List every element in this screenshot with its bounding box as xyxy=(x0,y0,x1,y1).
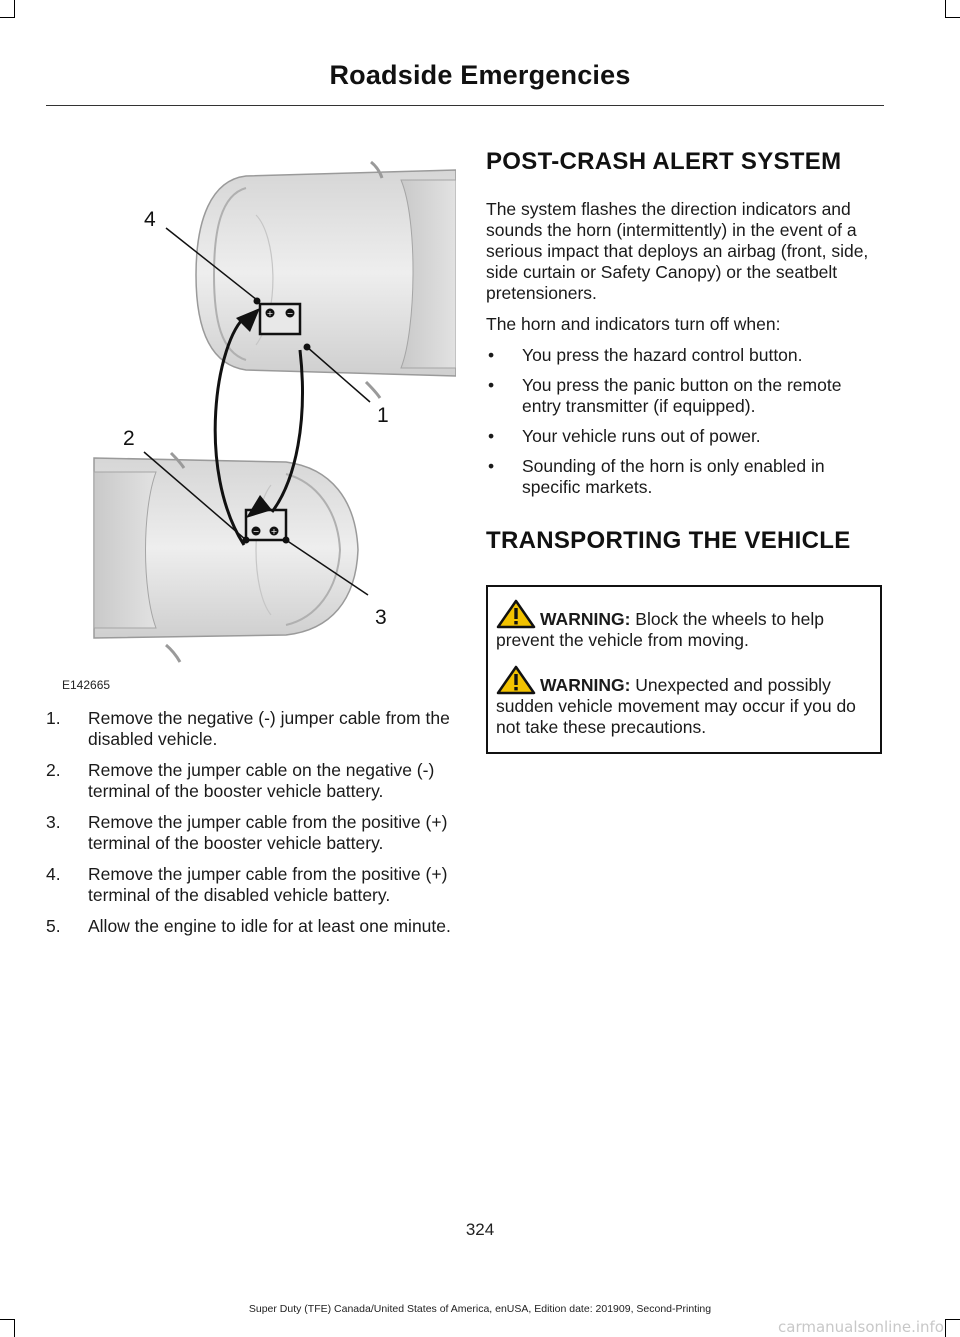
section-heading-post-crash: POST-CRASH ALERT SYSTEM xyxy=(486,148,842,175)
step-text: Allow the engine to idle for at least one minute. xyxy=(88,916,451,936)
step-number: 3. xyxy=(46,812,61,832)
step-text: Remove the jumper cable on the negative (-) terminal of the booster vehicle battery. xyxy=(88,760,435,801)
section-heading-transporting: TRANSPORTING THE VEHICLE xyxy=(486,527,851,554)
bullet-text: Your vehicle runs out of power. xyxy=(522,426,761,446)
bullet-text: You press the hazard control button. xyxy=(522,345,803,365)
step-number: 5. xyxy=(46,916,61,936)
step-number: 1. xyxy=(46,708,61,728)
callout-1: 1 xyxy=(377,404,389,427)
step-number: 2. xyxy=(46,760,61,780)
list-item xyxy=(46,864,456,906)
booster-vehicle xyxy=(94,453,358,662)
crop-mark xyxy=(0,17,15,18)
warning-box xyxy=(486,585,882,754)
svg-text:+: + xyxy=(270,527,278,536)
crop-mark xyxy=(945,17,960,18)
svg-text:+: + xyxy=(266,309,274,318)
step-text: Remove the jumper cable from the positive (+) terminal of the disabled vehicle battery. xyxy=(88,864,448,905)
crop-mark xyxy=(0,1319,15,1320)
figure-code: E142665 xyxy=(62,678,111,692)
bullet-glyph: • xyxy=(488,426,495,446)
footer-edition-info: Super Duty (TFE) Canada/United States of America, enUSA, Edition date: 201909, Second-Printing xyxy=(248,1303,712,1315)
callout-4: 4 xyxy=(144,208,156,231)
disabled-vehicle-battery xyxy=(260,304,300,334)
bullet-glyph: • xyxy=(488,456,495,476)
list-item xyxy=(486,345,882,366)
jump-start-illustration xyxy=(46,140,456,695)
post-crash-intro: The system flashes the direction indicators and sounds the horn (intermittently) in the event of a serious impact that deploys an airbag (front, side, side curtain or Safety Canopy) or the seatbelt pretensioners. xyxy=(486,199,869,303)
warning-text: Block the wheels to help prevent the vehicle from moving. xyxy=(496,609,825,650)
callout-2: 2 xyxy=(123,427,135,450)
crop-mark xyxy=(14,0,15,18)
crop-mark xyxy=(945,1319,946,1337)
list-item xyxy=(486,426,882,447)
warning-triangle-icon xyxy=(496,599,536,629)
list-item xyxy=(486,375,882,417)
step-text: Remove the jumper cable from the positive (+) terminal of the booster vehicle battery. xyxy=(88,812,448,853)
page-title: Roadside Emergencies xyxy=(329,60,631,90)
bullet-glyph: • xyxy=(488,375,495,395)
bullet-glyph: • xyxy=(488,345,495,365)
crop-mark xyxy=(945,0,946,18)
warning-label: WARNING: xyxy=(540,609,631,629)
list-item xyxy=(46,812,456,854)
warning-item xyxy=(496,599,872,651)
header-divider xyxy=(46,105,884,106)
crop-mark xyxy=(945,1319,960,1320)
list-item xyxy=(46,916,456,937)
list-item xyxy=(46,708,456,750)
warning-item xyxy=(496,665,872,738)
warning-triangle-icon xyxy=(496,665,536,695)
warning-label: WARNING: xyxy=(540,675,631,695)
watermark: carmanualsonline.info xyxy=(778,1318,944,1336)
callout-3: 3 xyxy=(375,606,387,629)
bullet-text: Sounding of the horn is only enabled in specific markets. xyxy=(522,456,825,497)
list-item xyxy=(46,760,456,802)
bullet-text: You press the panic button on the remote entry transmitter (if equipped). xyxy=(522,375,842,416)
page-number: 324 xyxy=(465,1220,495,1239)
post-crash-bullets xyxy=(486,345,882,498)
crop-mark xyxy=(14,1319,15,1337)
right-column xyxy=(486,148,882,754)
post-crash-off-when: The horn and indicators turn off when: xyxy=(486,314,781,334)
step-number: 4. xyxy=(46,864,61,884)
svg-text:−: − xyxy=(252,527,260,536)
svg-text:−: − xyxy=(286,309,294,318)
step-text: Remove the negative (-) jumper cable from the disabled vehicle. xyxy=(88,708,450,749)
list-item xyxy=(486,456,882,498)
removal-steps xyxy=(46,708,456,947)
warning-text: Unexpected and possibly sudden vehicle movement may occur if you do not take these precautions. xyxy=(496,675,856,737)
